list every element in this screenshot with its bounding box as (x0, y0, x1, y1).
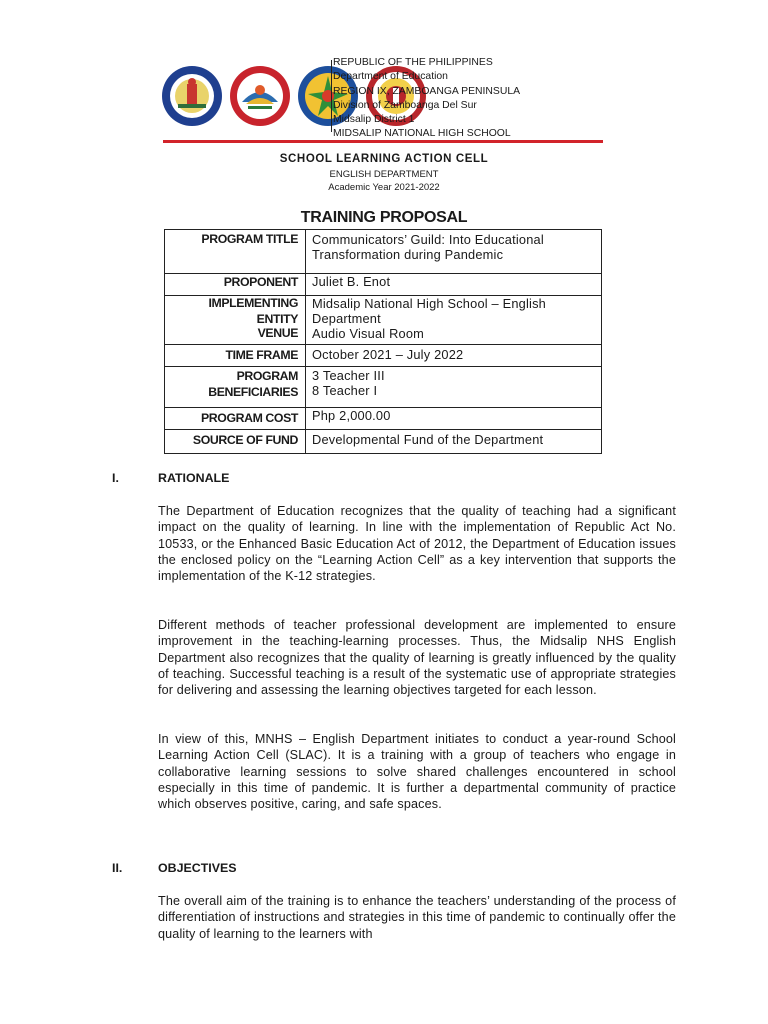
header-line: Department of Education (333, 71, 448, 83)
region-ix-seal-icon (228, 64, 292, 128)
row-label: PROPONENT (223, 275, 298, 289)
header-line: Midsalip District 1 (333, 114, 415, 126)
table-row (165, 408, 601, 430)
header-address (333, 56, 520, 142)
row-value: Php 2,000.00 (312, 408, 391, 423)
row-label: VENUE (257, 326, 298, 340)
section-number: II. (112, 861, 123, 875)
table-row (165, 274, 601, 296)
header-line: REPUBLIC OF THE PHILIPPINES (333, 57, 493, 68)
row-value: Communicators’ Guild: Into Educational Transformation during Pandemic (312, 232, 544, 263)
table-row (165, 430, 601, 454)
row-label: PROGRAM BENEFICIARIES (208, 369, 298, 399)
table-row (165, 367, 601, 408)
row-value: Midsalip National High School – English Department (312, 296, 547, 327)
table-row (165, 296, 601, 326)
table-row (165, 345, 601, 367)
deped-seal-icon (160, 64, 224, 128)
row-value: Audio Visual Room (312, 326, 424, 341)
table-row (165, 326, 601, 345)
row-label: TIME FRAME (225, 348, 298, 362)
department-info (0, 168, 768, 194)
paragraph: In view of this, MNHS – English Department initiates to conduct a year-round School Learning Action Cell (SLAC). It is a training with a group of teachers who engage in collaborative learning sessions to solve shared challenges encountered in school especially in this time of pandemic. It is further a departmental community of practice which observes positive, caring, and safe spaces. (158, 732, 676, 812)
header-line: Division of Zamboanga Del Sur (333, 99, 477, 111)
paragraph: Different methods of teacher professional development are implemented to ensure improvement in the teaching-learning processes. Thus, the Midsalip NHS English Department also recognizes that the quality of learning is greatly influenced by the quality of teaching. Successful teaching is a result of the systematic use of appropriate strategies for delivering and assessing the learning objectives targeted for each lesson. (158, 618, 676, 698)
section-title: OBJECTIVES (158, 861, 237, 875)
department-name: ENGLISH DEPARTMENT (329, 169, 439, 180)
header-line: REGION IX, ZAMBOANGA PENINSULA (333, 85, 521, 97)
academic-year: Academic Year 2021-2022 (328, 182, 440, 193)
section-title: RATIONALE (158, 471, 230, 485)
row-label: SOURCE OF FUND (192, 433, 298, 447)
row-value: 3 Teacher III 8 Teacher I (312, 368, 385, 399)
header-line: MIDSALIP NATIONAL HIGH SCHOOL (333, 128, 511, 140)
proposal-table (164, 229, 602, 454)
document-title: TRAINING PROPOSAL (300, 209, 468, 226)
row-label: PROGRAM COST (201, 411, 298, 425)
header-red-rule (163, 140, 603, 143)
slac-heading: SCHOOL LEARNING ACTION CELL (279, 153, 489, 165)
row-value: Developmental Fund of the Department (312, 432, 544, 447)
section-number: I. (112, 471, 119, 485)
paragraph: The overall aim of the training is to enhance the teachers’ understanding of the process of differentiation of instructions and strategies in this time of pandemic to continually offer the quality of learning to the learners with (158, 894, 676, 941)
row-label: PROGRAM TITLE (201, 232, 298, 246)
table-row (165, 230, 601, 274)
paragraph: The Department of Education recognizes that the quality of teaching had a significant impact on the quality of learning. In line with the implementation of Republic Act No. 10533, or the Enhanced Basic Education Act of 2012, the Department of Education issues the enclosed policy on the “Learning Action Cell” as a key intervention that supports the implementation of the K-12 strategies. (158, 504, 676, 584)
row-value: Juliet B. Enot (312, 274, 391, 289)
row-label: IMPLEMENTING ENTITY (208, 296, 298, 326)
header-divider (331, 60, 332, 132)
row-value: October 2021 – July 2022 (312, 347, 464, 362)
